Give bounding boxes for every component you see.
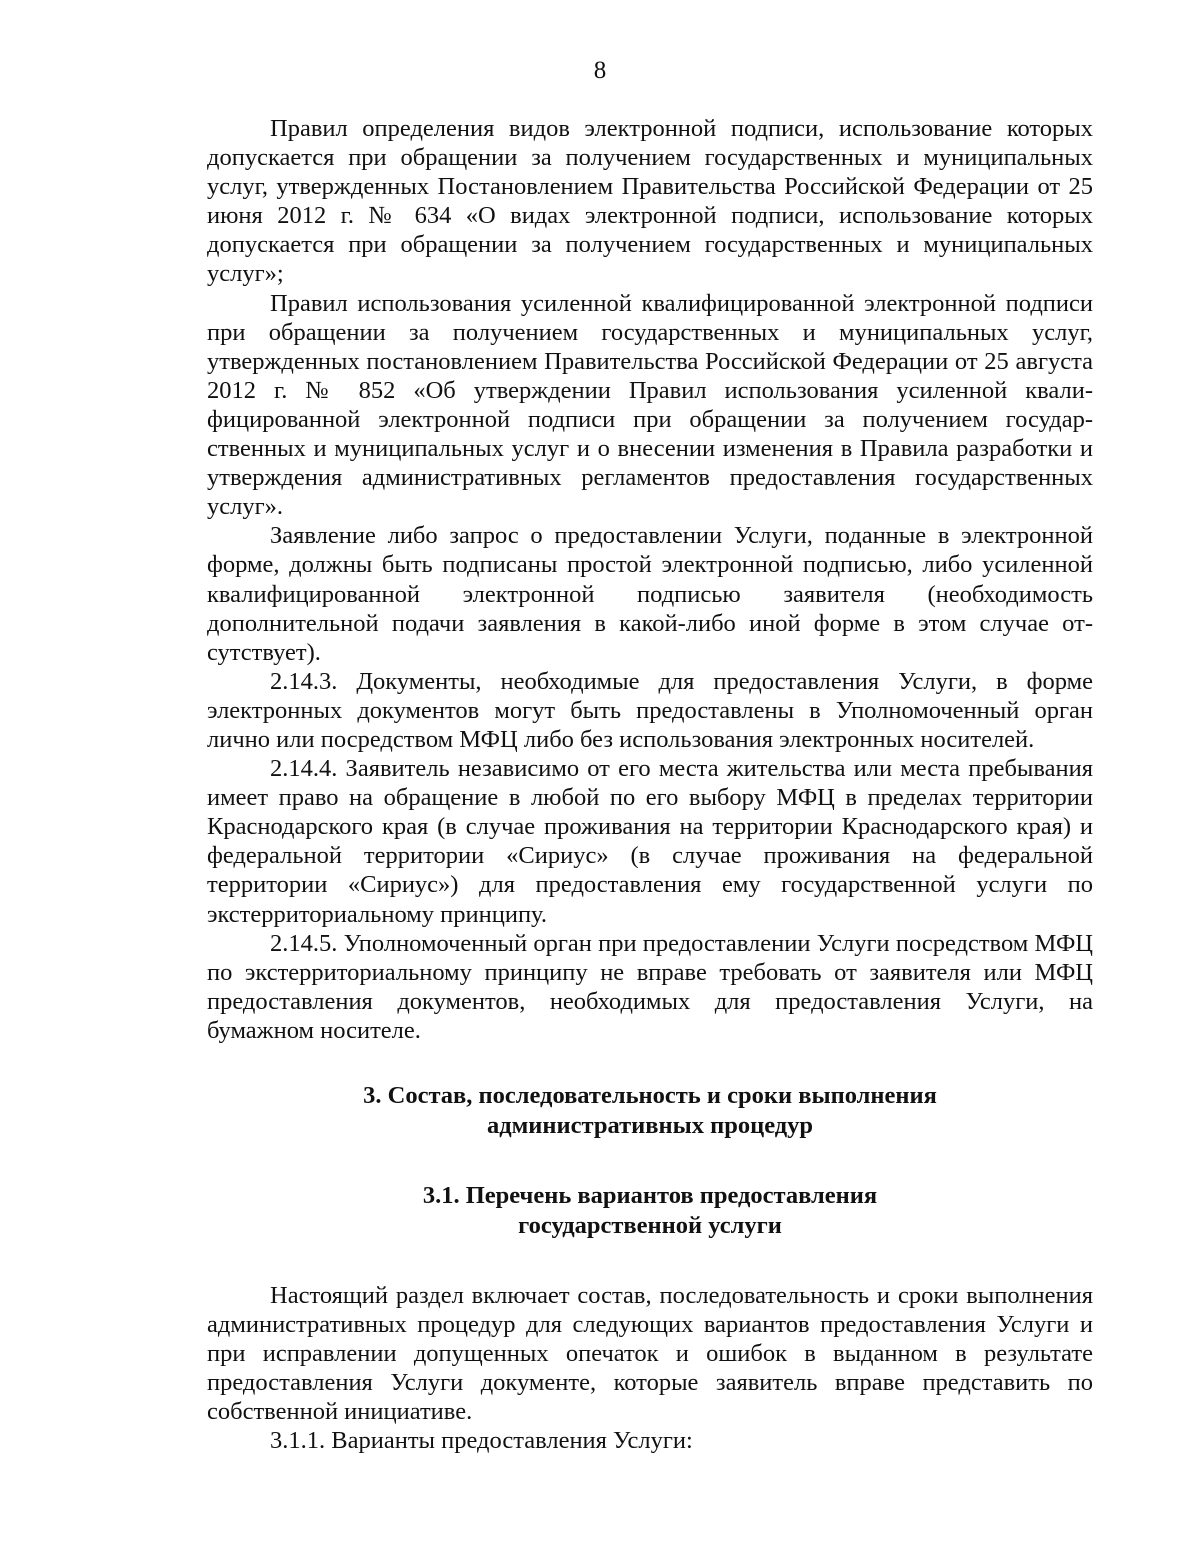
paragraph-2-14-5: 2.14.5. Уполномоченный орган при предоставлении Услуги посредством МФЦ по экстерриториальному принципу не вправе требовать от заявителя или МФЦ предоставления документов, необходимых для предоставления Услуги, на бумажном носителе. — [207, 929, 1093, 1044]
section-3-heading-line-1: 3. Состав, последовательность и сроки выполнения — [363, 1082, 937, 1109]
section-3-1-heading-line-2: государственной услуги — [518, 1212, 782, 1239]
paragraph-qualified-signature-rules: Правил использования усиленной квалифицированной электронной подписи при обращении за получением государственных и муниципальных услуг, утвержденных постановлением Правительства Российской Федерации от 25 августа 2012 г. № 852 «Об утверждении Правил использования усиленной квалифицированной электронной подписи при обращении за получением государственных и муниципальных услуг и о внесении изменения в Правила разработки и утверждения административных регламентов предоставления государственных услуг». — [207, 289, 1093, 521]
section-3-1-heading-line-1: 3.1. Перечень вариантов предоставления — [422, 1182, 878, 1209]
paragraph-3-1-1: 3.1.1. Варианты предоставления Услуги: — [270, 1427, 693, 1455]
paragraph-section-scope: Настоящий раздел включает состав, последовательность и сроки выполнения административных процедур для следующих вариантов предоставления Услуги и при исправлении допущенных опечаток и ошибок в выданном в результате предоставления Услуги документе, которые заявитель вправе представить по собственной инициативе. — [207, 1282, 1093, 1426]
section-3-heading-line-2: административных процедур — [486, 1112, 814, 1139]
paragraph-2-14-4: 2.14.4. Заявитель независимо от его места жительства или места пребывания имеет право на обращение в любой по его выбору МФЦ в пределах территории Краснодарского края (в случае проживания на территории Краснодарского края) и федеральной территории «Сириус» (в случае проживания на федеральной территории «Сириус») для предоставления ему государственной услуги по экстерриториальному принципу. — [207, 755, 1093, 928]
paragraph-application-signing: Заявление либо запрос о предоставлении Услуги, поданные в электронной форме, должны быть подписаны простой электронной подписью, либо усиленной квалифицированной электронной подписью заявителя (необходимость дополнительной подачи заявления в какой-либо иной форме в этом случае отсутствует). — [207, 522, 1093, 666]
document-body — [207, 114, 1093, 1456]
paragraph-electronic-signature-types: Правил определения видов электронной подписи, использование которых допускается при обращении за получением государственных и муниципальных услуг, утвержденных Постановлением Правительства Российской Федерации от 25 июня 2012 г. № 634 «О видах электронной подписи, использование которых допускается при обращении за получением государственных и муниципальных услуг»; — [207, 115, 1093, 288]
paragraph-2-14-3: 2.14.3. Документы, необходимые для предоставления Услуги, в форме электронных документов могут быть предоставлены в Уполномоченный орган лично или посредством МФЦ либо без использования электронных носителей. — [207, 667, 1093, 753]
section-3-1-heading — [207, 1181, 1093, 1241]
page-number: 8 — [593, 57, 607, 84]
section-3-heading — [207, 1081, 1093, 1141]
